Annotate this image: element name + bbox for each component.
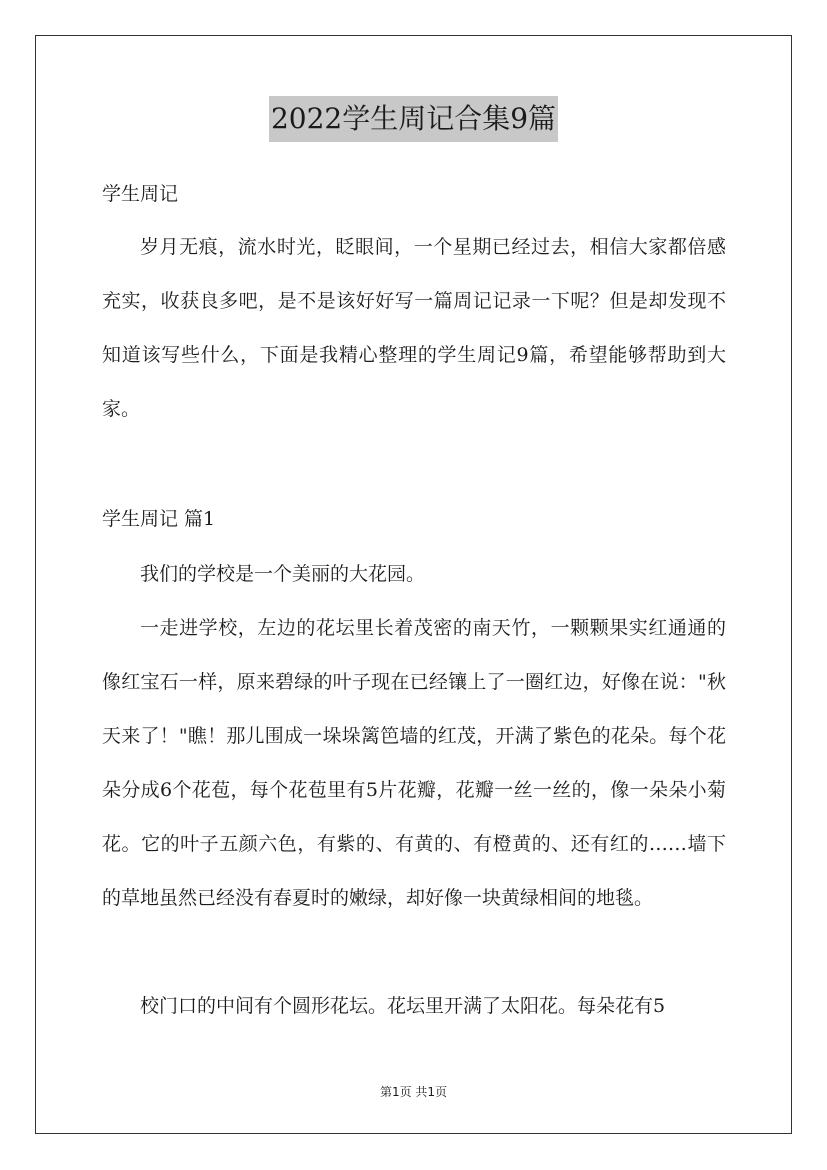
body-paragraph: 我们的学校是一个美丽的大花园。 [140, 563, 426, 585]
document-title: 2022学生周记合集9篇 [269, 96, 558, 142]
title-container [0, 96, 827, 142]
intro-paragraph: 岁月无痕，流水时光，眨眼间，一个星期已经过去，相信大家都倍感充实，收获良多吧，是不是该好好写一篇周记记录一下呢？但是却发现不知道该写些什么，下面是我精心整理的学生周记9篇，希望能够帮助到大家。 [102, 236, 726, 420]
section-heading: 学生周记 篇1 [102, 508, 216, 530]
body-paragraph: 一走进学校，左边的花坛里长着茂密的南天竹，一颗颗果实红通通的像红宝石一样，原来碧绿的叶子现在已经镶上了一圈红边，好像在说："秋天来了！"瞧！那儿围成一垛垛篱笆墙的红茂，开满了紫色的花朵。每个花朵分成6个花苞，每个花苞里有5片花瓣，花瓣一丝一丝的，像一朵朵小菊花。它的叶子五颜六色，有紫的、有黄的、有橙黄的、还有红的……墙下的草地虽然已经没有春夏时的嫩绿，却好像一块黄绿相间的地毯。 [102, 617, 726, 909]
intro-heading: 学生周记 [102, 183, 179, 205]
page-footer: 第1页 共1页 [379, 1085, 448, 1099]
body-paragraph: 校门口的中间有个圆形花坛。花坛里开满了太阳花。每朵花有5 [140, 995, 666, 1017]
